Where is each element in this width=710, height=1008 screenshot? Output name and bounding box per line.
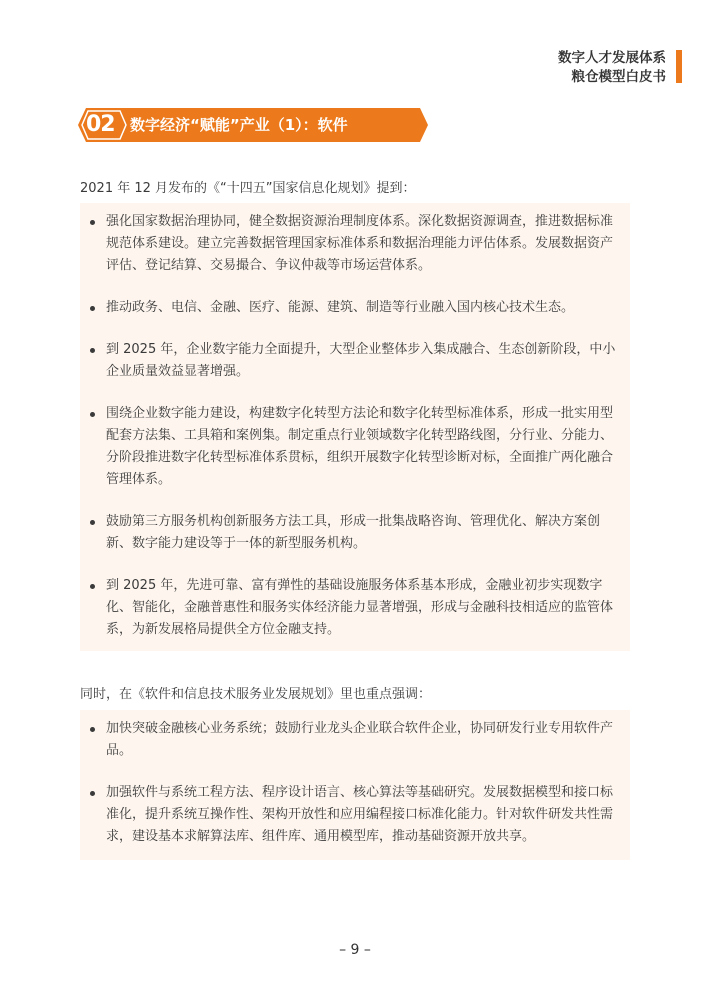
intro-text-1: 2021 年 12 月发布的《“十四五”国家信息化规划》提到：	[80, 181, 416, 196]
bullet-icon	[90, 791, 95, 796]
list-item: 鼓励第三方服务机构创新服务方法工具，形成一批集战略咨询、管理优化、解决方案创新、数字能力建设等于一体的新型服务机构。	[80, 511, 630, 555]
section-banner	[78, 108, 428, 142]
quote-box-1	[80, 203, 630, 651]
document-title-line2: 粮仓模型白皮书	[571, 69, 666, 85]
document-title-line1: 数字人才发展体系	[558, 50, 666, 66]
list-item: 围绕企业数字能力建设，构建数字化转型方法论和数字化转型标准体系，形成一批实用型配套方法集、工具箱和案例集。制定重点行业领域数字化转型路线图，分行业、分能力、分阶段推进数字化转型标准体系贯标，组织开展数字化转型诊断对标，全面推广两化融合管理体系。	[80, 403, 630, 491]
bullet-icon	[90, 584, 95, 589]
bullet-icon	[90, 727, 95, 732]
section-title: 数字经济“赋能”产业（1）：软件	[130, 116, 348, 134]
intro-text-2: 同时，在《软件和信息技术服务业发展规划》里也重点强调：	[80, 687, 432, 702]
header-accent-bar	[676, 50, 682, 83]
document-title	[558, 49, 666, 87]
page-number: – 9 –	[339, 942, 371, 958]
bullet-icon	[90, 306, 95, 311]
bullet-icon	[90, 412, 95, 417]
bullet-icon	[90, 520, 95, 525]
list-item: 强化国家数据治理协同，健全数据资源治理制度体系。深化数据资源调查，推进数据标准规范体系建设。建立完善数据管理国家标准体系和数据治理能力评估体系。发展数据资产评估、登记结算、交易撮合、争议仲裁等市场运营体系。	[80, 211, 630, 277]
bullet-icon	[90, 220, 95, 225]
list-item: 加快突破金融核心业务系统；鼓励行业龙头企业联合软件企业，协同研发行业专用软件产品。	[80, 718, 630, 762]
list-item: 加强软件与系统工程方法、程序设计语言、核心算法等基础研究。发展数据模型和接口标准化，提升系统互操作性、架构开放性和应用编程接口标准化能力。针对软件研发共性需求，建设基本求解算法库、组件库、通用模型库，推动基础资源开放共享。	[80, 782, 630, 848]
list-item: 到 2025 年，企业数字能力全面提升，大型企业整体步入集成融合、生态创新阶段，中小企业质量效益显著增强。	[80, 339, 630, 383]
quote-box-2	[80, 710, 630, 860]
section-number: 02	[86, 112, 115, 137]
bullet-icon	[90, 348, 95, 353]
list-item: 推动政务、电信、金融、医疗、能源、建筑、制造等行业融入国内核心技术生态。	[80, 297, 630, 319]
list-item: 到 2025 年，先进可靠、富有弹性的基础设施服务体系基本形成，金融业初步实现数字化、智能化，金融普惠性和服务实体经济能力显著增强，形成与金融科技相适应的监管体系，为新发展格局提供全方位金融支持。	[80, 575, 630, 641]
